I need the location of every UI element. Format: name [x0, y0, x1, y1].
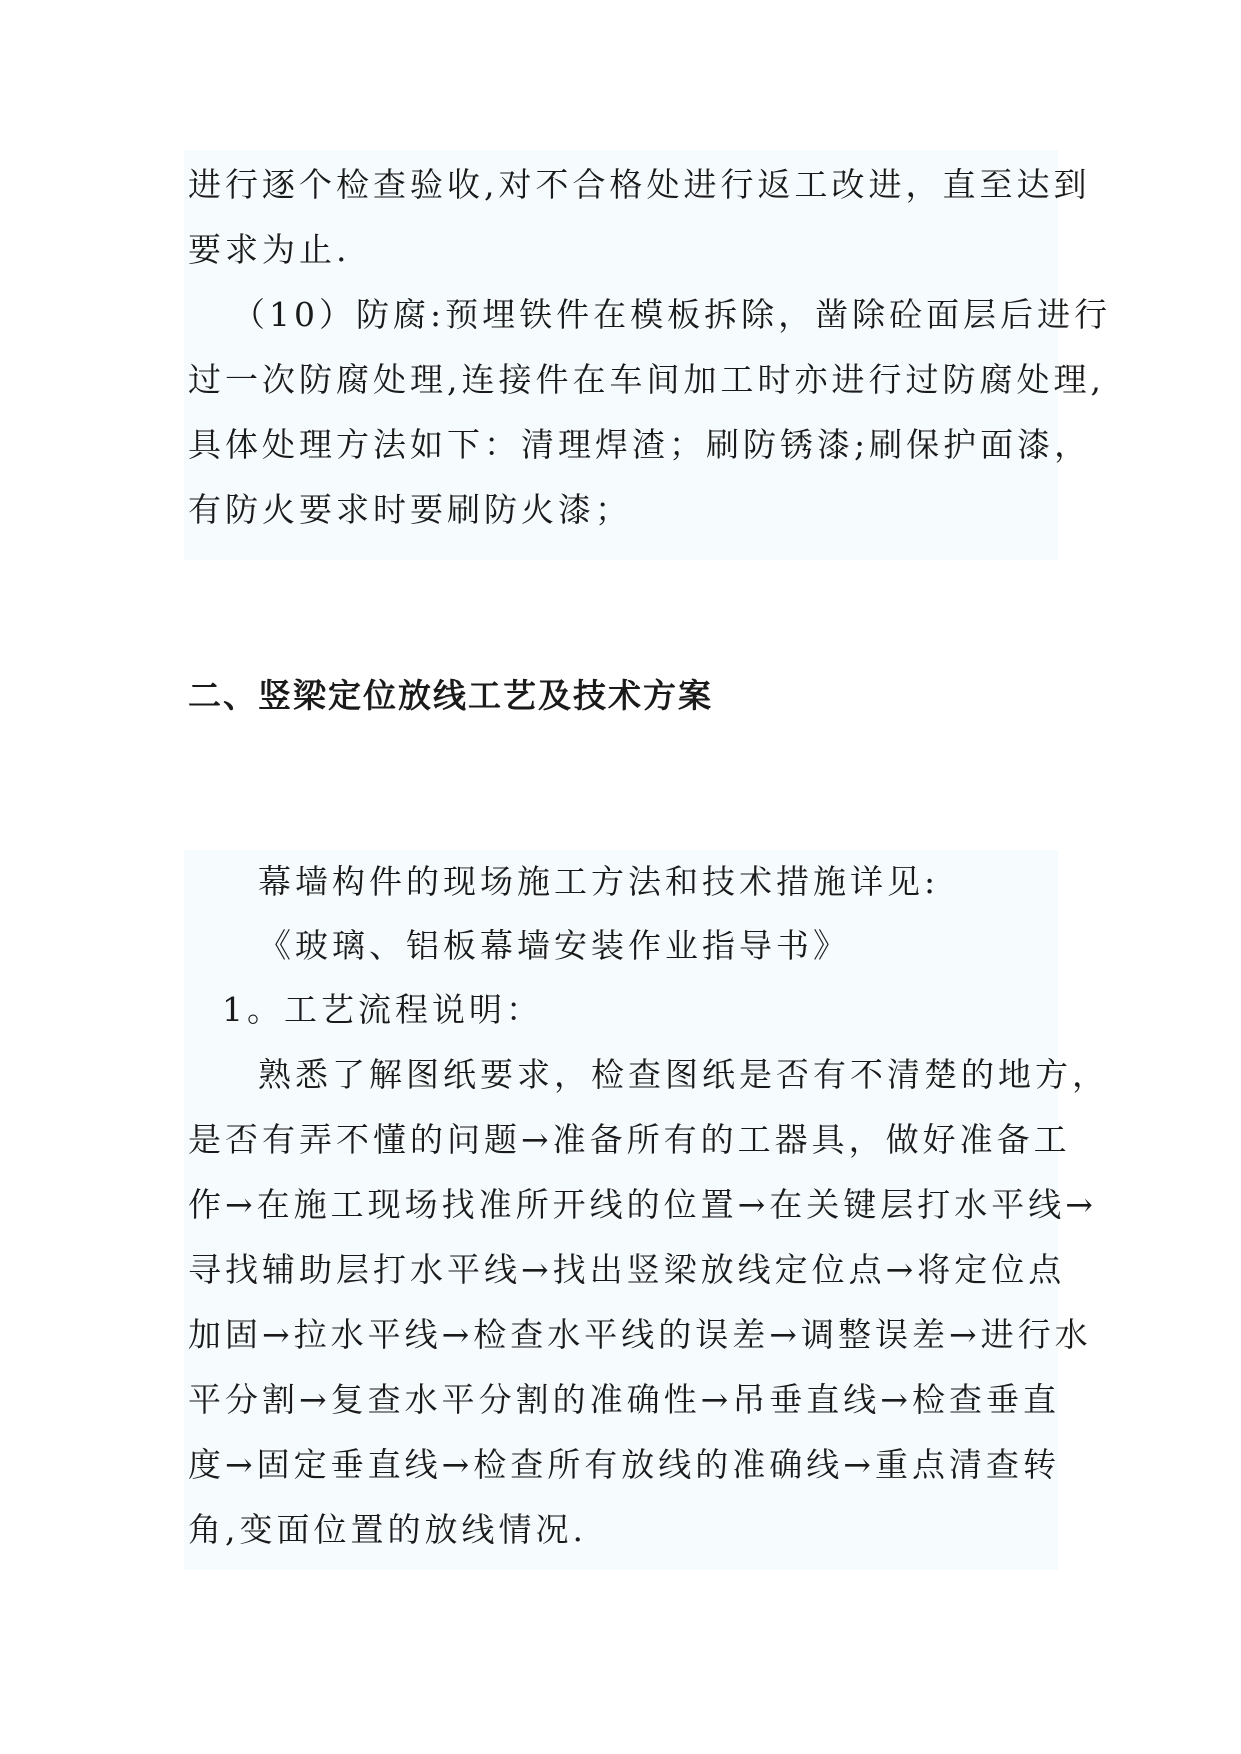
section-heading: 二、竖梁定位放线工艺及技术方案	[188, 676, 713, 715]
paragraph-line: （10）防腐:预埋铁件在模板拆除，凿除砼面层后进行	[232, 295, 1112, 334]
paragraph-line: 要求为止.	[188, 230, 351, 269]
paragraph-line: 是否有弄不懂的问题→准备所有的工器具，做好准备工	[188, 1120, 1071, 1159]
text-block-bottom	[184, 850, 1109, 1570]
paragraph-line: 度→固定垂直线→检查所有放线的准确线→重点清查转	[188, 1445, 1060, 1484]
paragraph-line: 《玻璃、铝板幕墙安装作业指导书》	[258, 926, 850, 965]
paragraph-line: 作→在施工现场找准所开线的位置→在关键层打水平线→	[188, 1185, 1097, 1224]
paragraph-line: 1。工艺流程说明：	[222, 990, 543, 1029]
paragraph-line: 平分割→复查水平分割的准确性→吊垂直线→检查垂直	[188, 1380, 1060, 1419]
paragraph-line: 有防火要求时要刷防火漆；	[188, 490, 632, 529]
paragraph-line: 寻找辅助层打水平线→找出竖梁放线定位点→将定位点	[188, 1250, 1066, 1289]
text-block-top	[184, 150, 1112, 560]
paragraph-line: 幕墙构件的现场施工方法和技术措施详见:	[258, 862, 940, 901]
paragraph-line: 过一次防腐处理,连接件在车间加工时亦进行过防腐处理,	[188, 360, 1105, 399]
paragraph-line: 角,变面位置的放线情况.	[188, 1510, 587, 1549]
paragraph-line: 熟悉了解图纸要求，检查图纸是否有不清楚的地方，	[258, 1055, 1109, 1094]
paragraph-line: 进行逐个检查验收,对不合格处进行返工改进，直至达到	[188, 165, 1091, 204]
paragraph-line: 具体处理方法如下：清理焊渣；刷防锈漆;刷保护面漆，	[188, 425, 1092, 464]
paragraph-line: 加固→拉水平线→检查水平线的误差→调整误差→进行水	[188, 1315, 1092, 1354]
